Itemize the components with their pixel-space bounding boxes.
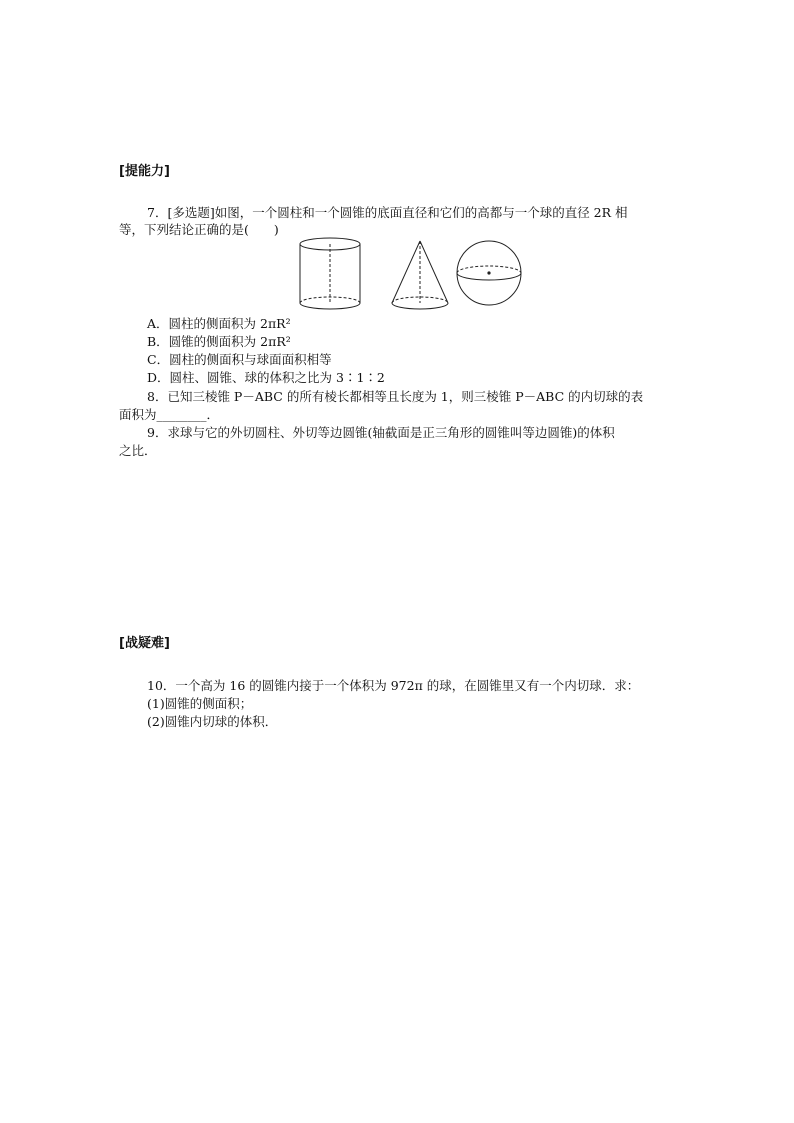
question-10-line-1: 10．一个高为 16 的圆锥内接于一个体积为 972π 的球，在圆锥里又有一个内切球．求： xyxy=(147,678,640,693)
question-10-sub-1: (1)圆锥的侧面积； xyxy=(147,696,253,711)
section-title-challenge: [战疑难] xyxy=(119,636,170,651)
question-9-line-2: 之比． xyxy=(119,443,157,458)
question-8-line-1: 8．已知三棱锥 P－ABC 的所有棱长都相等且长度为 1，则三棱锥 P－ABC 的内切球的表 xyxy=(147,389,644,404)
question-10-sub-2: (2)圆锥内切球的体积． xyxy=(147,714,278,729)
question-8-line-2: 面积为________． xyxy=(119,407,220,422)
cylinder-figure xyxy=(300,238,360,309)
question-7-line-1: 7．[多选题]如图，一个圆柱和一个圆锥的底面直径和它们的高都与一个球的直径 2R 相 xyxy=(147,205,628,220)
question-7-option-b: B．圆锥的侧面积为 2πR² xyxy=(147,334,291,349)
question-7-option-a: A．圆柱的侧面积为 2πR² xyxy=(147,316,291,331)
cone-figure xyxy=(392,241,448,309)
question-7-option-c: C．圆柱的侧面积与球面面积相等 xyxy=(147,352,332,367)
question-9-line-1: 9．求球与它的外切圆柱、外切等边圆锥(轴截面是正三角形的圆锥叫等边圆锥)的体积 xyxy=(147,425,615,440)
figure-cylinder-cone-sphere xyxy=(296,233,528,317)
question-7-option-d: D．圆柱、圆锥、球的体积之比为 3∶1∶2 xyxy=(147,370,385,385)
question-7-line-2: 等，下列结论正确的是( ) xyxy=(119,222,279,237)
section-title-improve: [提能力] xyxy=(119,164,170,179)
sphere-figure xyxy=(457,241,521,305)
